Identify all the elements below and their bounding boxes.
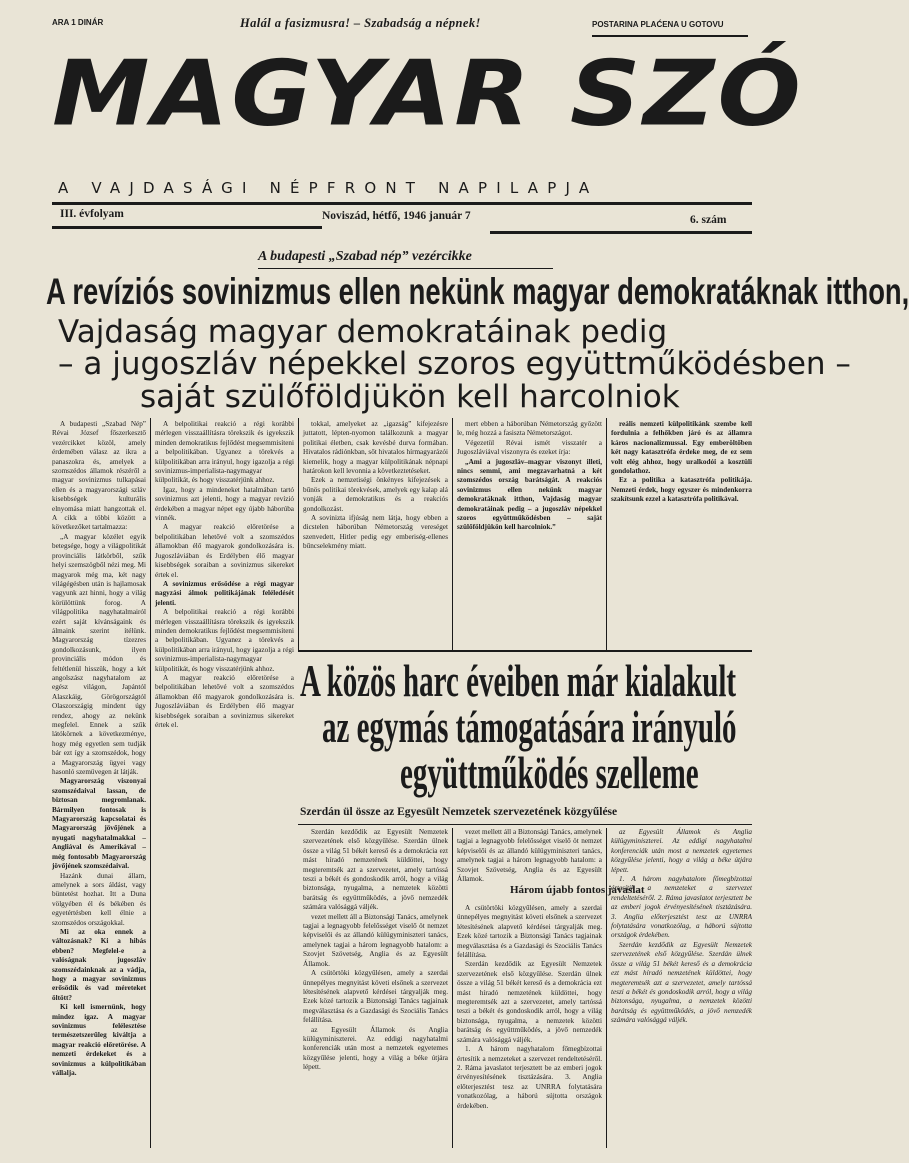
lead-column-5	[611, 420, 752, 646]
col3-paragraph: tokkal, amelyeket az „igazság” kifejezésre juttatott, lépten-nyomon találkozunk a magyar politikai életben, csak kevésbé durva formában. Hivatalos rádiónkban, sőt hivatalos hírmagyarázói kiemelik, hogy a magyar külpolitikának népnapi határokon kell levonnia a következtetéseket.	[303, 420, 448, 476]
second-column-3	[611, 828, 752, 1148]
lead-kicker: A budapesti „Szabad nép” vezércikke	[258, 249, 472, 264]
volume-label: III. évfolyam	[60, 208, 124, 220]
lead-paragraph: A budapesti „Szabad Nép” Révai József főszerkesztő vezércikket közöl, amely érdemében válasz az ikra a panaszokra és, amelyek a szomszédos államok részéről a magyar sovinizmus tulkapásai ellen és a magyarországi szláv kisebbségek kulturális elnyomása miatt hangzottak el. A cikk a többi között a következőket tartalmazza:	[52, 420, 146, 532]
right-paragraph-bold: „Ami a jugoszláv–magyar viszonyt illeti, nincs semmi, ami megzavarhatná a két szomszédos ország barátságát. A reakciós sovinizmus ellen nekünk magyar demokratáknak itthon, Vajdaság magyar demokratáinak pedig – a jugoszláv népekkel szoros együttműködésben – saját szülőföldjükön kell harcolniok.”	[457, 457, 602, 532]
second-headline-2: az egymás támogatására irányuló	[322, 701, 737, 752]
second-paragraph: Szerdán kezdődik az Egyesült Nemzetek szervezetének első közgyűlése. Szerdán ülnek össze a világ 51 békét kereső és a demokrácia ezt mást híradó nemzetének küldöttei, hogy megteremtsék azt a szervezetet, amely tartóssá teszi a békét és gondoskodik arról, hogy a világ biztonsága, nyugalma, a nemzetek közötti barátság és együttműködés, a jövő nemzedék számára valósággá váljék.	[611, 940, 752, 1025]
right-paragraph: mert ebben a háborúban Németország győzött le, még hozzá a fasiszta Németországot.	[457, 420, 602, 438]
second-paragraph: vezet mellett áll a Biztonsági Tanács, amelynek tagjai a legnagyobb felelősséget viselő öt nemzet képviselői és az állandó külügyminiszteri tanács, amelynek tagjai a három legnagyobb hatalom: a Szovjet Szövetség, Anglia és az Egyesült Államok.	[303, 912, 448, 968]
mid-paragraph: Igaz, hogy a mindeneket hatalmában tartó sovinizmus azt jelenti, hogy a magyar revízió érdekében a magyar népet egy újabb háborúba vinnék.	[155, 485, 294, 523]
lead-headline-2: Vajdaság magyar demokratáinak pedig	[58, 314, 668, 350]
issue-number: 6. szám	[690, 214, 727, 226]
second-paragraph: 1. A három nagyhatalom főmegbízottai értesítik a nemzeteket a szervezet rendeltetéséről. 2. Ráma javaslatot terjesztett be az emberi jogok érvényesítésének tisztázására. 3. Anglia előterjesztést tesz az UNRRA folytatására vonatkozólag, a háború sújtotta országok érdekében.	[457, 1045, 602, 1110]
lead-paragraph-bold: Ki kell ismernünk, hogy mindez igaz. A magyar sovinizmus felélesztése természetszerűleg kiváltja a magyar reakció előretörése. A nemzeti érdekeket és a sovinizmus a külpolitikában vállalja.	[52, 1003, 146, 1078]
mid-paragraph: A belpolitikai reakció a régi korábbi mérlegen visszaállításra törekszik és igyekszik minden demokratikus fejlődést megsemmisíteni a belpolitikában. Ugyanez a törekvés a külpolitikában arra irányul, hogy igazolja a régi sovinizmus-imperialista-nagymagyar külpolitikát, és hogy visszatérjünk ahhoz.	[155, 420, 294, 485]
col3-paragraph: A sovinizta ifjúság nem látja, hogy ebben a dicstelen háborúban Németország vereséget szenvedett, Hitler pedig egy emberiség-ellenes bűncselekmény miatt.	[303, 514, 448, 551]
second-column-2b	[457, 904, 602, 1148]
lead-column-2	[155, 420, 294, 1148]
second-column-2	[457, 828, 602, 884]
second-subhead: Szerdán ül össze az Egyesült Nemzetek szervezetének közgyűlése	[300, 806, 618, 818]
lead-paragraph: „A magyar közélet egyik betegsége, hogy a világpolitikát provinciális látkörből, szűk helyi szemszögből nézi meg. Mi magyarok még ma, két nagy világégésben után is hajlamosak vagyunk azt hinni, hogy a világ körülöttünk forog. A világpolitika nagyhatalmairól ezért saját kívánságaink és álmaink szerint ítélünk. Magyarország tízezres gondolkozásunk, ilyen provinciális módon és feltétlenül hisszük, hogy a két angolszász nagyhatalom az egész világon, Japántól Alaszkáig, Görögországtól Olaszországig mindent úgy rendez, ahogy az nekünk megfelel. Ennek a szűk látókörnek a következménye, hogy még egyetlen sem tudják bár ezt így a szomszédok, hogy a Magyarország ügyei vagy hasonló szemüvegen át látják.	[52, 532, 146, 777]
second-paragraph: Szerdán kezdődik az Egyesült Nemzetek szervezetének első közgyűlése. Szerdán ülnek össze a világ 51 békét kereső és a demokrácia ezt mást híradó nemzetének küldöttei, hogy megteremtsék azt a szervezetet, amely tartóssá teszi a békét és gondoskodik arról, hogy a világ biztonsága, nyugalma, a nemzetek közötti barátság és együttműködés, a jövő nemzedék számára valósággá váljék.	[457, 960, 602, 1044]
lead-column-1	[52, 420, 146, 1148]
second-paragraph: 1. A három nagyhatalom főmegbízottai értesítik a nemzeteket a szervezet rendeltetéséről. 2. Ráma javaslatot terjesztett be az emberi jogok érvényesítésének tisztázására. 3. Anglia előterjesztést tesz az UNRRA folytatására vonatkozólag, a háború sújtotta országok érdekében.	[611, 875, 752, 940]
lead-paragraph-bold: Mi az oka ennek a változásnak? Ki a hibás ebben? Megfelel-e a valóságnak jugoszláv szomszédainknak az a vádja, hogy a magyar sovinizmus erősödik és vad méreteket öltött?	[52, 927, 146, 1002]
right-paragraph-bold: reális nemzeti külpolitikánk szembe kell fordulnia a felhőkben járó és az államra káros nacionalizmussal. Egy emberöltőben két nagy katasztrófa érdeke meg, de ez sem volt elég ahhoz, hogy uralkodói a kosztüli gondolathoz.	[611, 420, 752, 476]
lead-paragraph-bold: Magyarország viszonyai szomszédaival lassan, de biztosan megromlanak. Bármilyen fontosak is Magyarország kapcsolatai és Magyarország jövőjének a nyugati nagyhatalmakkal – Angliával és Amerikával – még fontosabb Magyarország jövőjének szomszédaival.	[52, 777, 146, 871]
right-paragraph: Végezetül Révai ismét visszatér a Jugoszláviával viszonyra és ezeket írja:	[457, 438, 602, 457]
lead-column-3	[303, 420, 448, 646]
second-paragraph: Szerdán kezdődik az Egyesült Nemzetek szervezetének első közgyűlése. Szerdán ülnek össze a világ 51 békét kereső és a demokrácia ezt mást híradó nemzetének küldöttei, hogy megteremtsék azt a szervezetet, amely tartóssá teszi a békét és gondoskodik arról, hogy a világ biztonsága, nyugalma, a nemzetek közötti barátság és együttműködés, a jövő nemzedék számára valósággá váljék.	[303, 828, 448, 912]
col3-paragraph: Ezek a nemzetiségi önkényes kifejezések a bűnös politikai törekvések, amelyek egy kalap alá vonják a demokratikus és a reakciós gondolkozást.	[303, 476, 448, 513]
lead-headline-3: – a jugoszláv népekkel szoros együttműködésben –	[58, 346, 851, 382]
mid-paragraph: A belpolitikai reakció a régi korábbi mérlegen visszaállításra törekszik és igyekszik minden demokratikus fejlődést megsemmisíteni a belpolitikában. Ugyanez a törekvés a külpolitikában arra irányul, hogy igazolja a régi sovinizmus-imperialista-nagymagyar külpolitikát, és hogy visszatérjünk ahhoz.	[155, 608, 294, 673]
masthead-title: MAGYAR SZÓ	[52, 41, 804, 147]
second-paragraph: A csütörtöki közgyűlésen, amely a szerdai ünnepélyes megnyitást követi elsőnek a szervezet létesítésének alapvető kérdései tárgyalják meg. Ezek közé tartozik a Biztonsági Tanács tagjainak megválasztása és a Gazdasági és Szociális Tanács felállítása.	[457, 904, 602, 960]
mid-paragraph: A magyar reakció előretörése a belpolitikában lehetővé volt a szomszédos államokban élő magyarok gondolkozására is. Jugoszláviában és Erdélyben élő magyar kisebbségek soraiban a sovinizmus sikereket értek el.	[155, 523, 294, 579]
dateline: Noviszád, hétfő, 1946 január 7	[322, 210, 471, 222]
masthead-subtitle: A VAJDASÁGI NÉPFRONT NAPILAPJA	[58, 179, 599, 197]
second-paragraph: az Egyesült Államok és Anglia külügyminiszterei. Az eddigi nagyhatalmi konferenciák után most a nemzetek egyetemes közgyűlése jelenti, hogy a világ a béke útjára lépett.	[303, 1025, 448, 1072]
second-column-1	[303, 828, 448, 1148]
price-label: ARA 1 DINÁR	[52, 18, 104, 27]
second-subhead-2: Három újabb fontos javaslat	[510, 884, 645, 896]
second-paragraph: A csütörtöki közgyűlésen, amely a szerdai ünnepélyes megnyitást követi elsőnek a szervezet létesítésének alapvető kérdései tárgyalják meg. Ezek közé tartozik a Biztonsági Tanács tagjainak megválasztása és a Gazdasági és Szociális Tanács felállítása.	[303, 969, 448, 1025]
lead-headline-4: saját szülőföldjükön kell harcolniok	[140, 379, 680, 415]
right-paragraph-bold: Ez a politika a katasztrófa politikája. Nemzeti érdek, hogy egyszer és mindenkorra szakítsunk ezzel a katasztrófa politikával.	[611, 476, 752, 504]
postage-label: POSTARINA PLAĆENA U GOTOVU	[592, 20, 724, 29]
second-headline-1: A közös harc éveiben már kialakult	[300, 655, 737, 706]
lead-headline-1: A revíziós sovinizmus ellen nekünk magyar demokratáknak itthon,	[46, 271, 909, 312]
second-paragraph: az Egyesült Államok és Anglia külügyminiszterei. Az eddigi nagyhatalmi konferenciák után most a nemzetek egyetemes közgyűlése jelenti, hogy a világ a béke útjára lépett.	[611, 828, 752, 874]
second-paragraph: vezet mellett áll a Biztonsági Tanács, amelynek tagjai a legnagyobb felelősséget viselő öt nemzet képviselői és az állandó külügyminiszteri tanács, amelynek tagjai a három legnagyobb hatalom: a Szovjet Szövetség, Anglia és az Egyesült Államok.	[457, 828, 602, 884]
lead-column-4	[457, 420, 602, 646]
mid-paragraph-bold: A sovinizmus erősödése a régi magyar nagyzási álmok politikájának feléledését jelenti.	[155, 579, 294, 607]
lead-paragraph: Hazánk dunai állam, amelynek a sors áldást, vagy büntetést hozhat. Itt a Duna völgyében él és békében és egyetértésben kell élnie a szomszédos országokkal.	[52, 871, 146, 927]
slogan: Halál a fasizmusra! – Szabadság a népnek!	[240, 16, 481, 30]
second-headline-3: együttműködés szelleme	[400, 747, 699, 798]
mid-paragraph: A magyar reakció előretörése a belpolitikában lehetővé volt a szomszédos államokban élő magyarok gondolkozására is. Jugoszláviában és Erdélyben élő magyar kisebbségek soraiban a sovinizmus sikereket értek el.	[155, 673, 294, 729]
